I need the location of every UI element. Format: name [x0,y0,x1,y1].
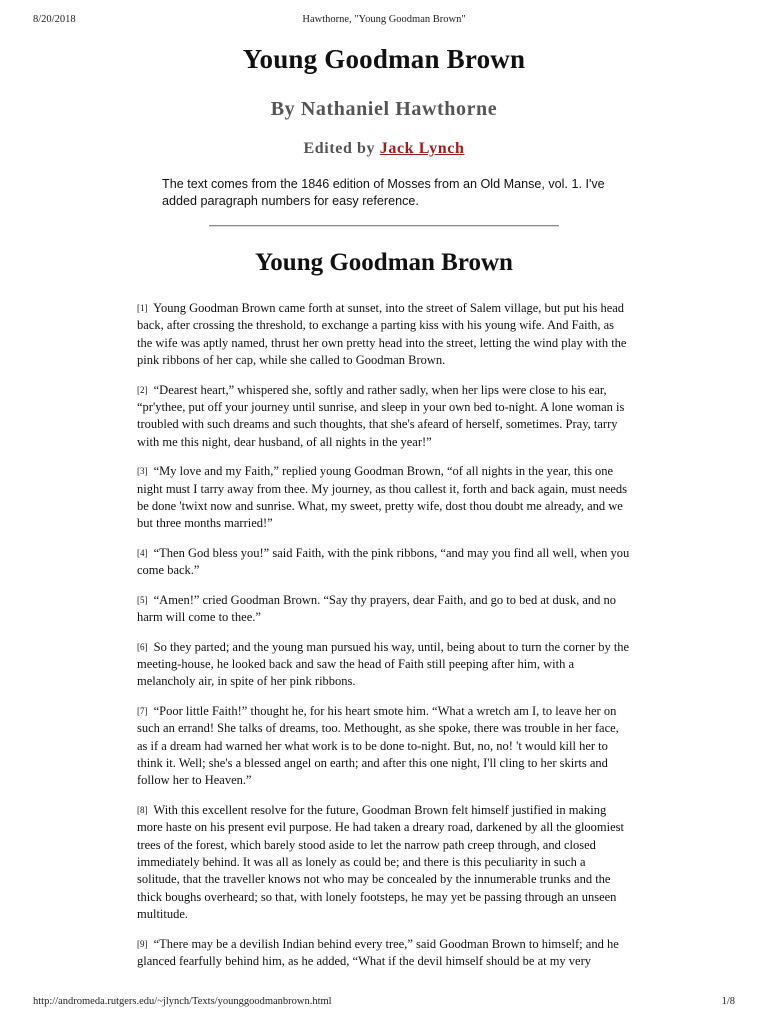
paragraph-text: “My love and my Faith,” replied young Goodman Brown, “of all nights in the year, this one night must I tarry away from thee. My journey, as thou callest it, forth and back again, must needs be done 'twixt now and sunrise. What, my sweet, pretty wife, dost thou doubt me already, and we but three months married!” [137,464,628,531]
paragraph-number: [5] [137,594,148,605]
editor-prefix: Edited by [303,140,376,157]
print-footer [33,996,735,1010]
page-title: Young Goodman Brown [242,44,526,74]
print-doc-title: Hawthorne, "Young Goodman Brown" [302,14,466,25]
paragraph-text: “Poor little Faith!” thought he, for his heart smote him. “What a wretch am I, to leave her on such an errand! She talks of dreams, too. Methought, as she spoke, there was trouble in her face, as if a dream had warned her what work is to be done to-night. But, no, no! 't would kill her to think it. Well; she's a blessed angel on earth; and after this one night, I'll cling to her skirts and follow her to Heaven.” [137,703,619,788]
editor-link[interactable]: Jack Lynch [379,140,465,157]
paragraph-number: [6] [137,641,148,652]
paragraph-text: “There may be a devilish Indian behind every tree,” said Goodman Brown to himself; and he glanced fearfully behind him, as he added, “What if the devil himself should be at my very [137,936,619,968]
page-number: 1/8 [721,996,735,1007]
section-title: Young Goodman Brown [255,249,513,276]
paragraph-5 [137,592,631,627]
paragraph-text: So they parted; and the young man pursued his way, until, being about to turn the corner by the meeting-house, he looked back and saw the head of Faith still peeping after him, with a melancholy air, in spite of her pink ribbons. [137,639,630,689]
paragraph-3 [137,463,631,533]
paragraph-text: Young Goodman Brown came forth at sunset, into the street of Salem village, but put his head back, after crossing the threshold, to exchange a parting kiss with his young wife. And Faith, as the wife was aptly named, thrust her own pretty head into the street, letting the wind play with the pink ribbons of her cap, while she called to Goodman Brown. [137,301,627,368]
author-byline: By Nathaniel Hawthorne [270,98,498,120]
paragraph-2 [137,382,631,452]
paragraph-number: [8] [137,804,148,815]
editor-line [0,140,768,158]
paragraph-4 [137,545,631,580]
paragraph-6 [137,639,631,691]
story-text [137,300,631,982]
paragraph-9 [137,936,631,971]
paragraph-1 [137,300,631,370]
paragraph-text: With this excellent resolve for the future, Goodman Brown felt himself justified in making more haste on his present evil purpose. He had taken a dreary road, darkened by all the gloomiest trees of the forest, which barely stood aside to let the narrow path creep through, and closed immediately behind. It was all as lonely as could be; and there is this peculiarity in such a solitude, that the traveller knows not who may be concealed by the innumerable trunks and the thick boughs overheard; so that, with lonely footsteps, he may yet be passing through an unseen multitude. [137,802,624,922]
paragraph-8 [137,802,631,924]
print-header [33,14,735,28]
intro-note: The text comes from the 1846 edition of Mosses from an Old Manse, vol. 1. I've added paragraph numbers for easy reference. [162,177,605,208]
paragraph-number: [3] [137,466,148,477]
paragraph-text: “Dearest heart,” whispered she, softly and rather sadly, when her lips were close to his ear, “pr'ythee, put off your journey until sunrise, and sleep in your own bed to-night. A lone woman is troubled with such dreams and such thoughts, that she's afeard of herself, sometimes. Pray, tarry with me this night, dear husband, of all nights in the year!” [137,382,625,449]
paragraph-number: [1] [137,303,148,313]
paragraph-text: “Amen!” cried Goodman Brown. “Say thy prayers, dear Faith, and go to bed at dusk, and no harm will come to thee.” [137,592,617,625]
print-url: http://andromeda.rutgers.edu/~jlynch/Texts/younggoodmanbrown.html [33,996,332,1007]
paragraph-7 [137,703,631,790]
paragraph-number: [9] [137,938,148,949]
paragraph-number: [7] [137,705,148,716]
paragraph-number: [2] [137,384,148,395]
paragraph-text: “Then God bless you!” said Faith, with the pink ribbons, “and may you find all well, when you come back.” [137,545,630,578]
print-date: 8/20/2018 [33,14,76,25]
paragraph-number: [4] [137,547,148,558]
divider [209,225,559,227]
